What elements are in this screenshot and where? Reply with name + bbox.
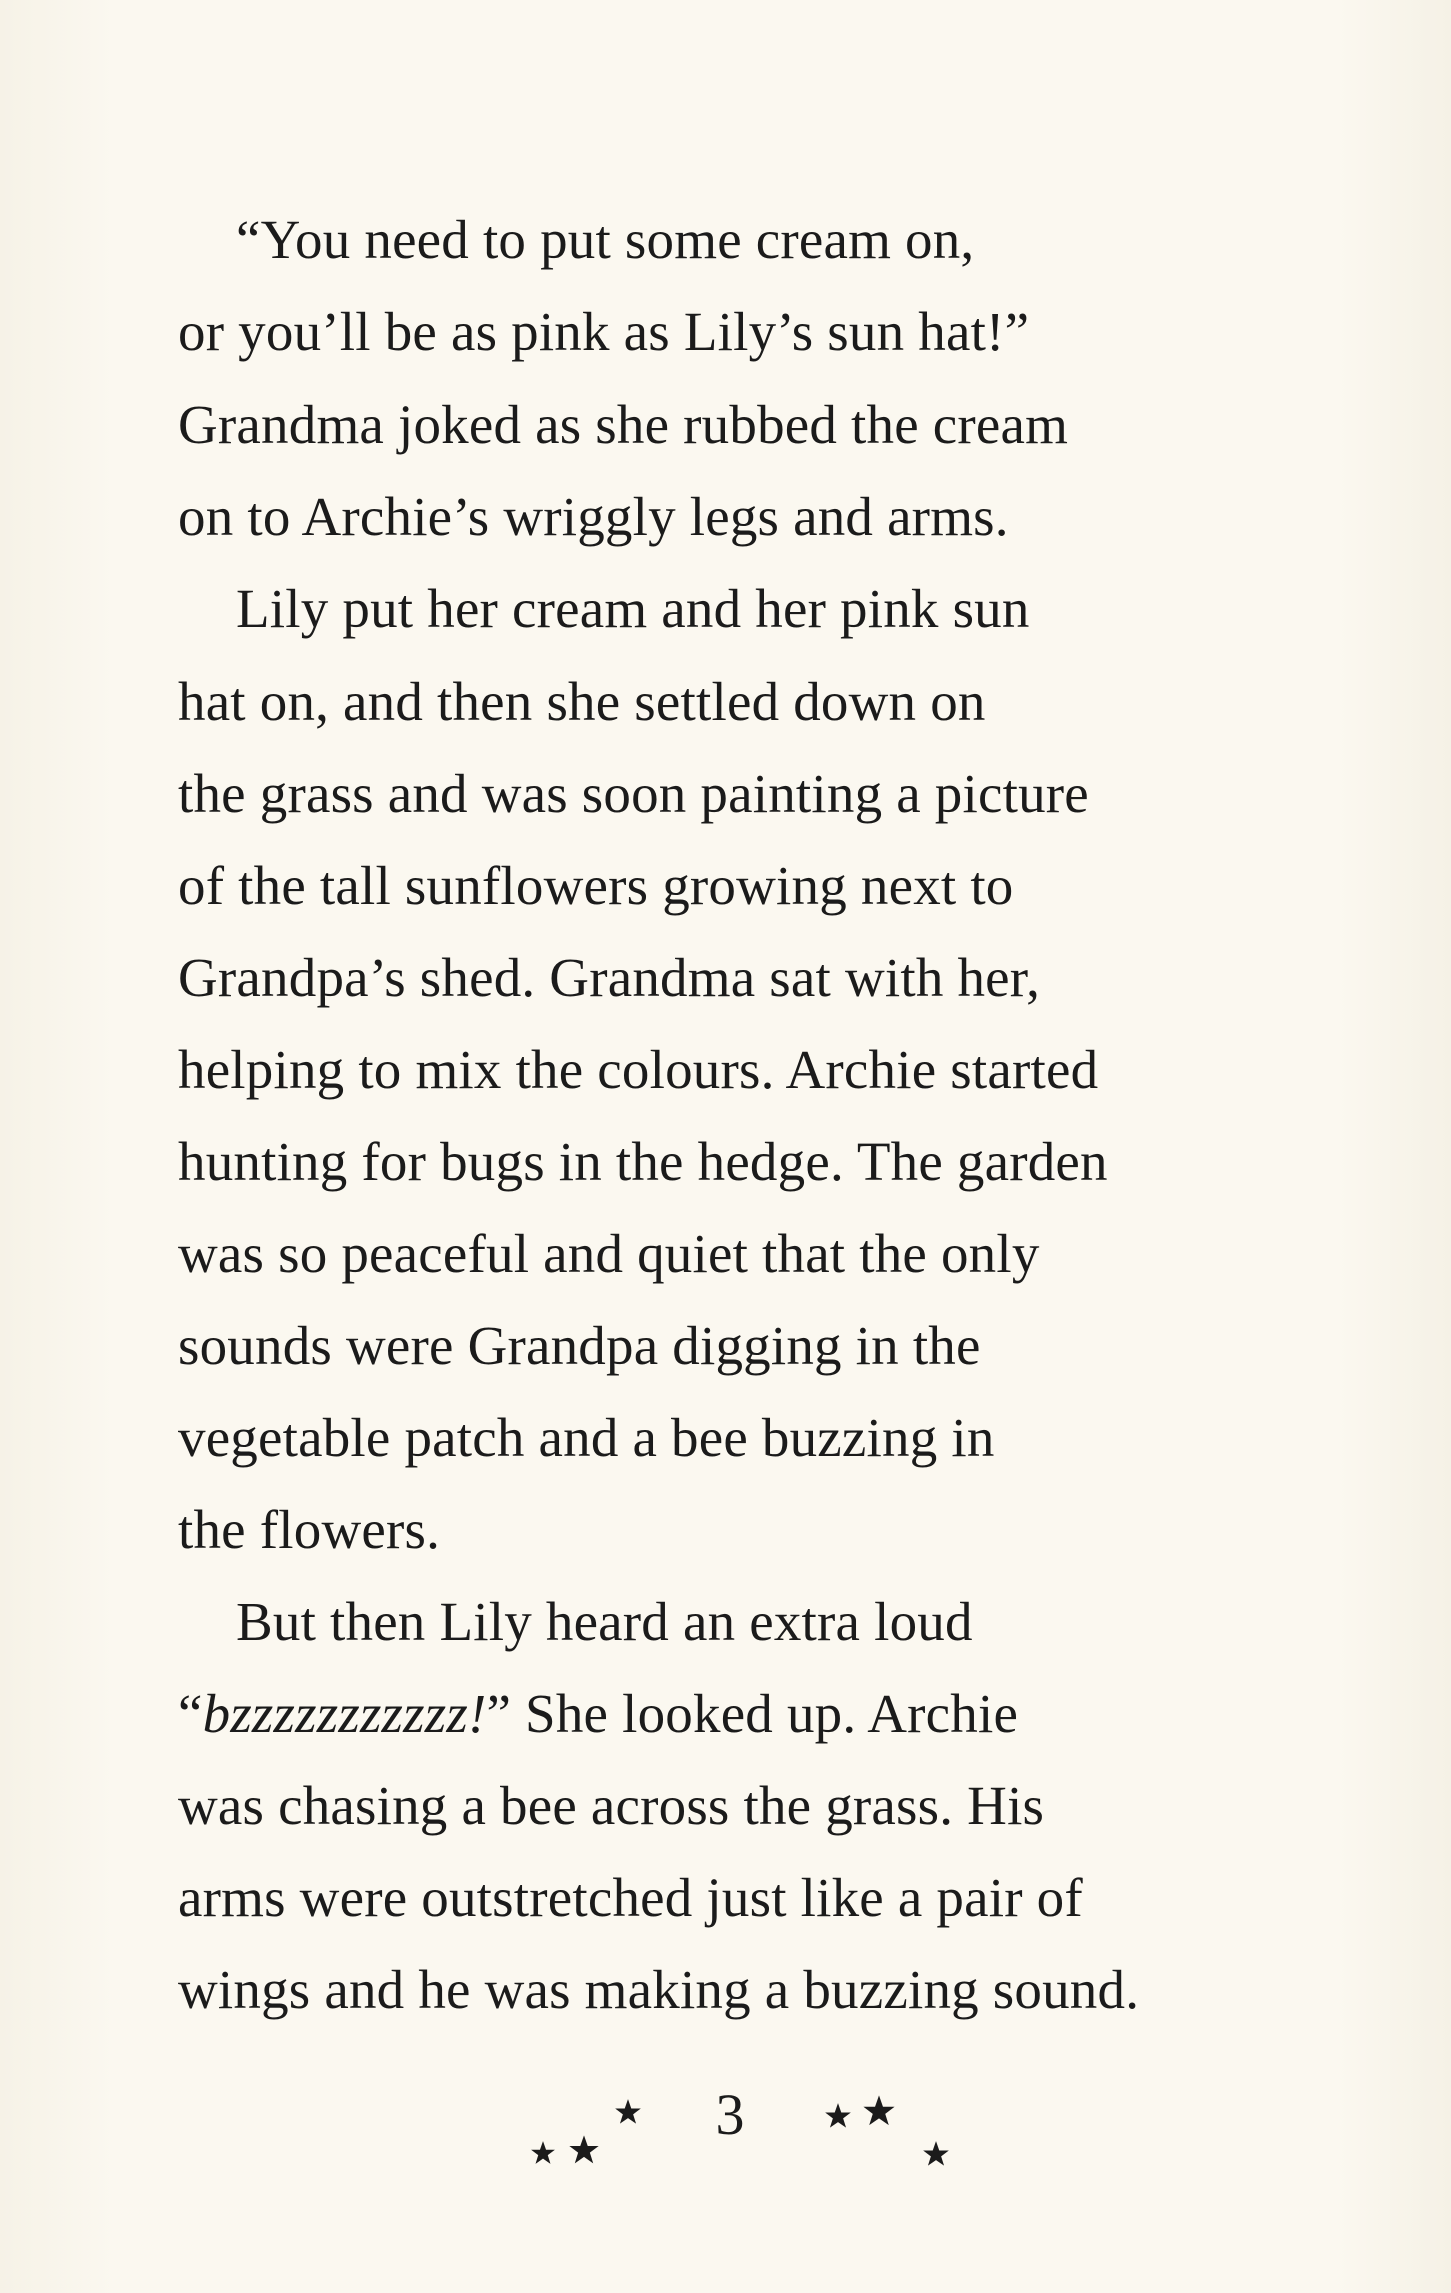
text-line: or you’ll be as pink as Lily’s sun hat!” [178,301,1030,362]
open-quote: “ [178,1683,203,1744]
text-line: But then Lily heard an extra loud [236,1591,973,1652]
text-line: the flowers. [178,1499,441,1560]
star-icon [530,2140,556,2166]
stars-decoration-left [530,2080,650,2190]
text-line: hat on, and then she settled down on [178,671,986,732]
italic-buzz-sound: bzzzzzzzzzzz! [202,1683,487,1744]
text-line-with-italic [178,1682,1018,1746]
stars-decoration-right [820,2080,960,2190]
text-line: was so peaceful and quiet that the only [178,1223,1040,1284]
text-line: of the tall sunflowers growing next to [178,855,1014,916]
star-icon [922,2140,950,2168]
star-icon [614,2098,642,2126]
text-line: hunting for bugs in the hedge. The garden [178,1131,1108,1192]
text-line: sounds were Grandpa digging in the [178,1315,981,1376]
page-footer [0,2080,1451,2190]
text-line: wings and he was making a buzzing sound. [178,1959,1140,2020]
star-icon [862,2094,896,2128]
text-line: Lily put her cream and her pink sun [236,578,1030,639]
text-line: on to Archie’s wriggly legs and arms. [178,486,1009,547]
text-line: helping to mix the colours. Archie started [178,1039,1099,1100]
text-line: arms were outstretched just like a pair of [178,1867,1083,1928]
text-line: Grandma joked as she rubbed the cream [178,394,1069,455]
star-icon [824,2102,852,2130]
text-line-rest: She looked up. Archie [511,1683,1019,1744]
text-line: “You need to put some cream on, [236,209,975,270]
text-line: was chasing a bee across the grass. His [178,1775,1045,1836]
close-quote: ” [486,1683,512,1744]
star-icon [568,2134,600,2166]
page-number: 3 [715,2082,745,2147]
text-line: vegetable patch and a bee buzzing in [178,1407,995,1468]
text-line: Grandpa’s shed. Grandma sat with her, [178,947,1041,1008]
text-line: the grass and was soon painting a picture [178,763,1089,824]
